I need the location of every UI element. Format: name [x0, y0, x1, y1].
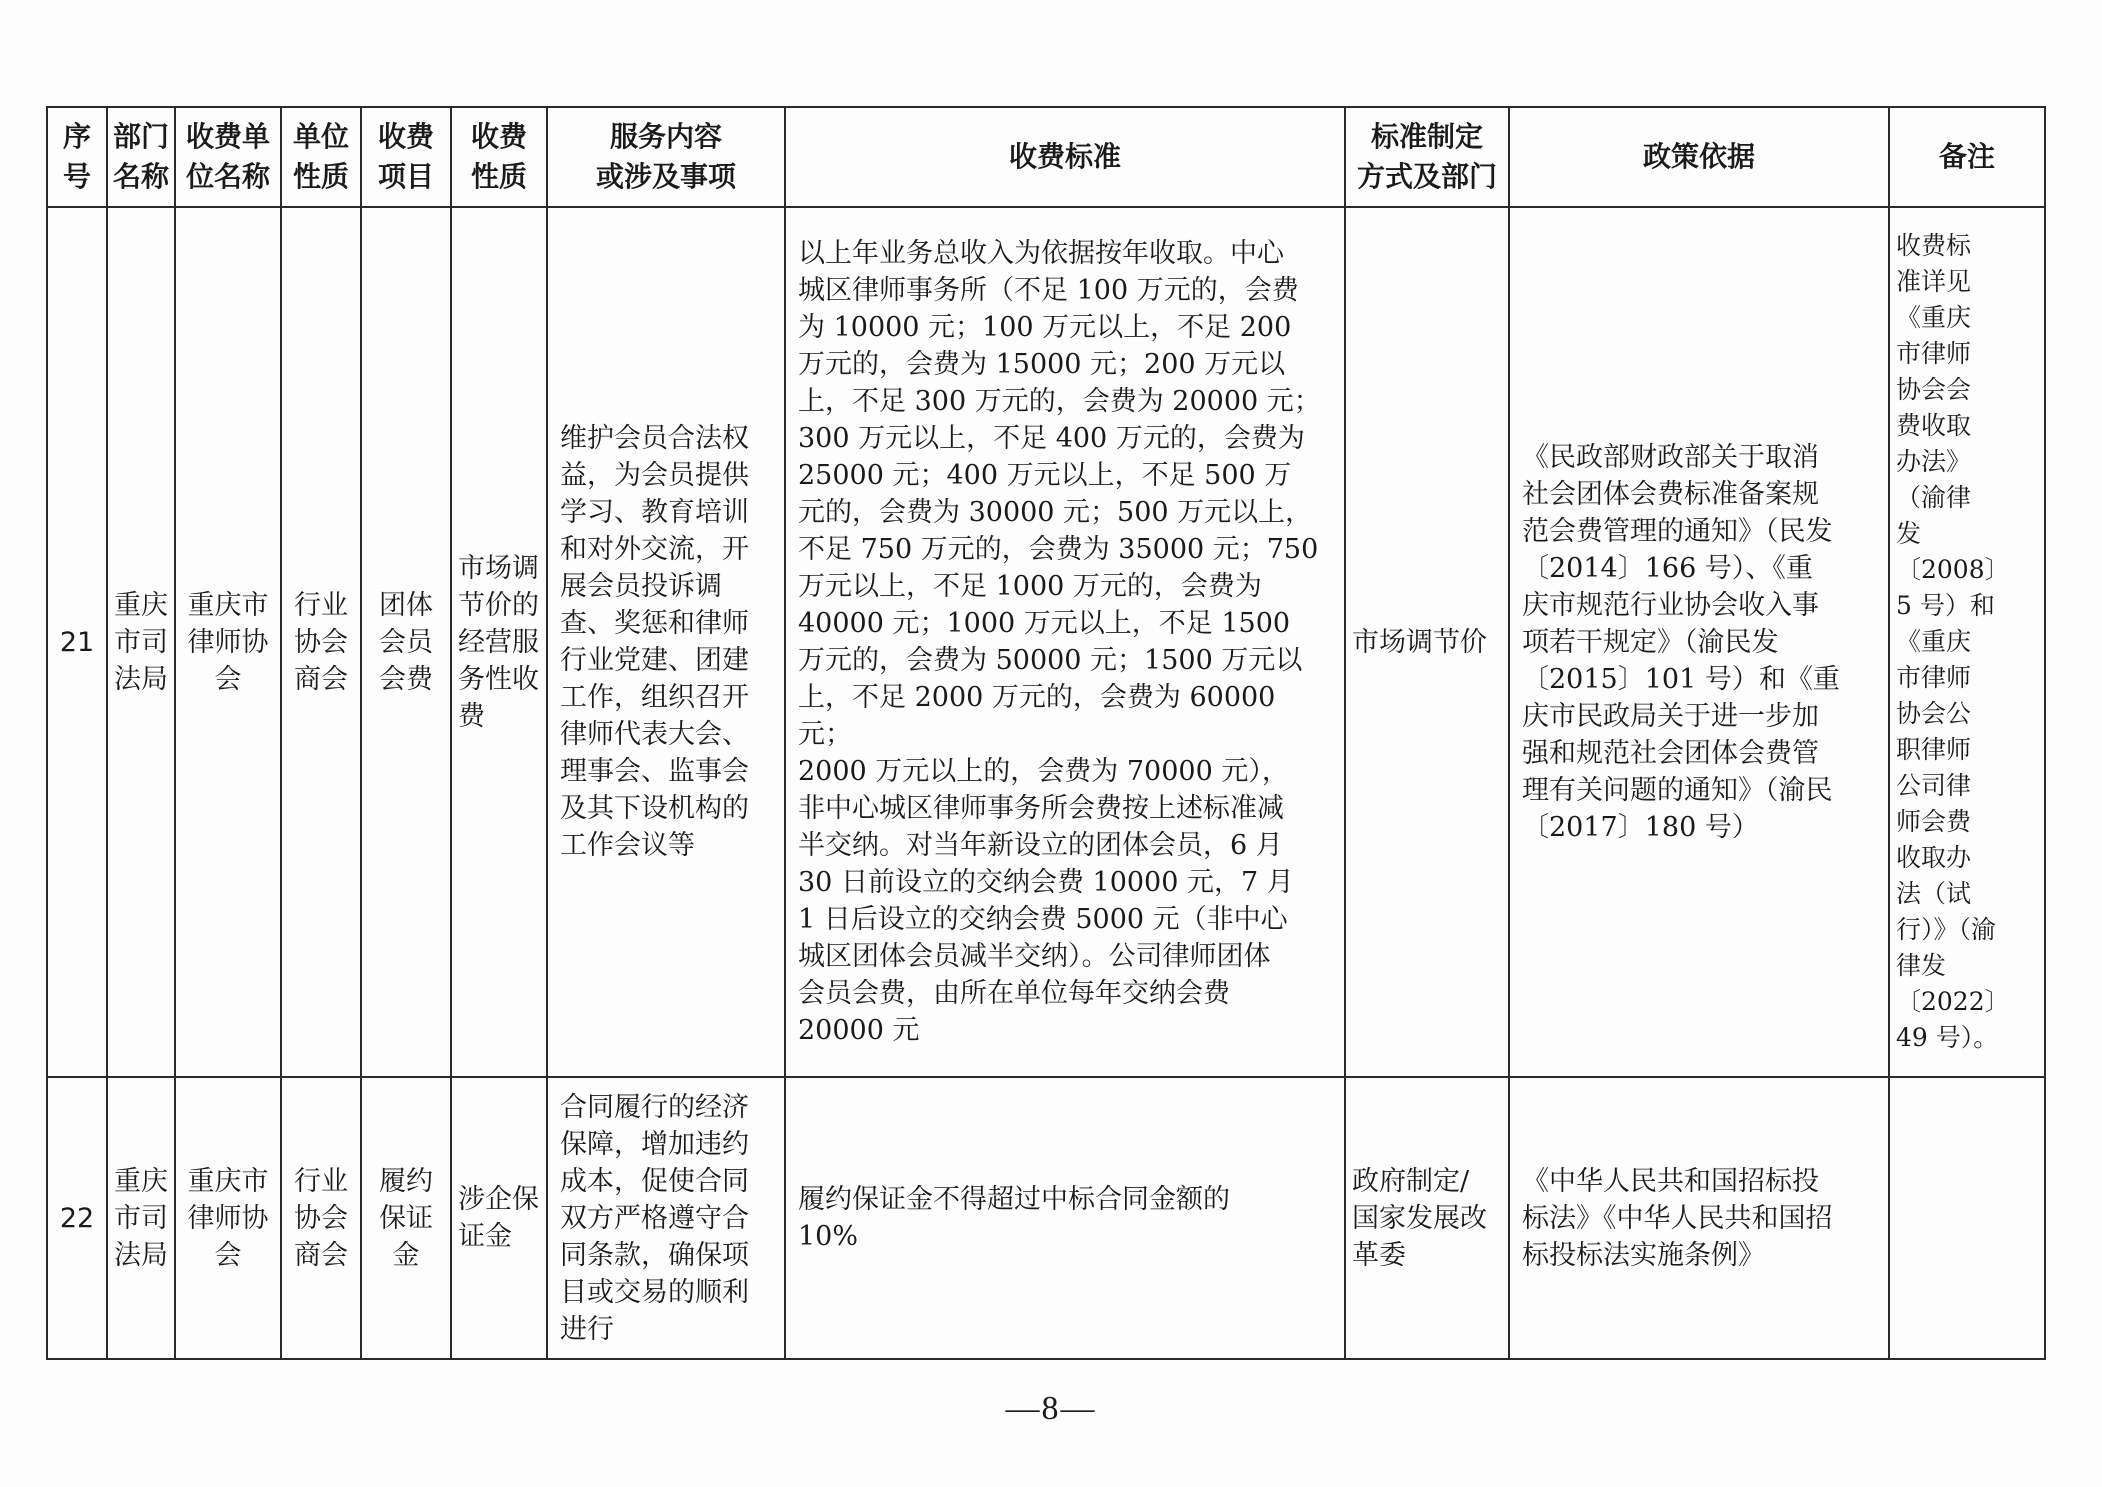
cell-service: 维护会员合法权 益，为会员提供 学习、教育培训 和对外交流，开 展会员投诉调 查、奖惩和律师 行业党建、团建 工作，组织召开 律师代表大会、 理事会、监事会 及其下设机构的 工作会议等 — [547, 207, 785, 1077]
cell-dept: 重庆 市司 法局 — [107, 207, 175, 1077]
cell-standard: 以上年业务总收入为依据按年收取。中心 城区律师事务所（不足 100 万元的，会费 为 10000 元；100 万元以上，不足 200 万元的，会费为 15000 元；200 万元以 上，不足 300 万元的，会费为 20000 元； 300 万元以上，不足 400 万元的，会费为 25000 元；400 万元以上，不足 500 万 元的，会费为 30000 元；500 万元以上， 不足 750 万元的，会费为 35000 元；750 万元以上，不足 1000 万元的，会费为 40000 元；1000 万元以上，不足 1500 万元的，会费为 50000 元；1500 万元以 上，不足 2000 万元的，会费为 60000 元； 2000 万元以上的，会费为 70000 元）， 非中心城区律师事务所会费按上述标准减 半交纳。对当年新设立的团体会员，6 月 30 日前设立的交纳会费 10000 元，7 月 1 日后设立的交纳会费 5000 元（非中心 城区团体会员减半交纳）。公司律师团体 会员会费，由所在单位每年交纳会费 20000 元 — [785, 207, 1345, 1077]
header-service: 服务内容 或涉及事项 — [547, 107, 785, 207]
cell-seq: 21 — [47, 207, 107, 1077]
cell-item: 履约 保证 金 — [361, 1077, 451, 1359]
cell-unit-nature: 行业 协会 商会 — [281, 1077, 361, 1359]
cell-policy: 《中华人民共和国招标投 标法》《中华人民共和国招 标投标法实施条例》 — [1509, 1077, 1889, 1359]
header-standard: 收费标准 — [785, 107, 1345, 207]
header-seq: 序 号 — [47, 107, 107, 207]
fee-table — [46, 106, 2046, 1360]
header-item: 收费 项目 — [361, 107, 451, 207]
cell-fee-nature: 涉企保 证金 — [451, 1077, 547, 1359]
table-header-row — [47, 107, 2045, 207]
cell-unit: 重庆市 律师协 会 — [175, 1077, 281, 1359]
cell-method: 市场调节价 — [1345, 207, 1509, 1077]
cell-service: 合同履行的经济 保障，增加违约 成本，促使合同 双方严格遵守合 同条款，确保项 目或交易的顺利 进行 — [547, 1077, 785, 1359]
cell-dept: 重庆 市司 法局 — [107, 1077, 175, 1359]
cell-fee-nature: 市场调 节价的 经营服 务性收 费 — [451, 207, 547, 1077]
table-row — [47, 207, 2045, 1077]
cell-standard: 履约保证金不得超过中标合同金额的 10% — [785, 1077, 1345, 1359]
header-fee-nature: 收费 性质 — [451, 107, 547, 207]
page-number: —8— — [1005, 1390, 1097, 1427]
header-method: 标准制定 方式及部门 — [1345, 107, 1509, 207]
cell-seq: 22 — [47, 1077, 107, 1359]
cell-item: 团体 会员 会费 — [361, 207, 451, 1077]
header-note: 备注 — [1889, 107, 2045, 207]
cell-note: 收费标 准详见 《重庆 市律师 协会会 费收取 办法》 （渝律 发 〔2008〕 5 号）和 《重庆 市律师 协会公 职律师 公司律 师会费 收取办 法（试 行）》（渝 律发 〔2022〕 49 号）。 — [1889, 207, 2045, 1077]
header-dept: 部门 名称 — [107, 107, 175, 207]
cell-unit-nature: 行业 协会 商会 — [281, 207, 361, 1077]
cell-note — [1889, 1077, 2045, 1359]
cell-policy: 《民政部财政部关于取消 社会团体会费标准备案规 范会费管理的通知》（民发 〔2014〕166 号）、《重 庆市规范行业协会收入事 项若干规定》（渝民发 〔2015〕101 号）和《重 庆市民政局关于进一步加 强和规范社会团体会费管 理有关问题的通知》（渝民 〔2017〕180 号） — [1509, 207, 1889, 1077]
header-policy: 政策依据 — [1509, 107, 1889, 207]
header-unit: 收费单 位名称 — [175, 107, 281, 207]
cell-unit: 重庆市 律师协 会 — [175, 207, 281, 1077]
header-unit-nature: 单位 性质 — [281, 107, 361, 207]
cell-method: 政府制定/ 国家发展改 革委 — [1345, 1077, 1509, 1359]
table-row — [47, 1077, 2045, 1359]
